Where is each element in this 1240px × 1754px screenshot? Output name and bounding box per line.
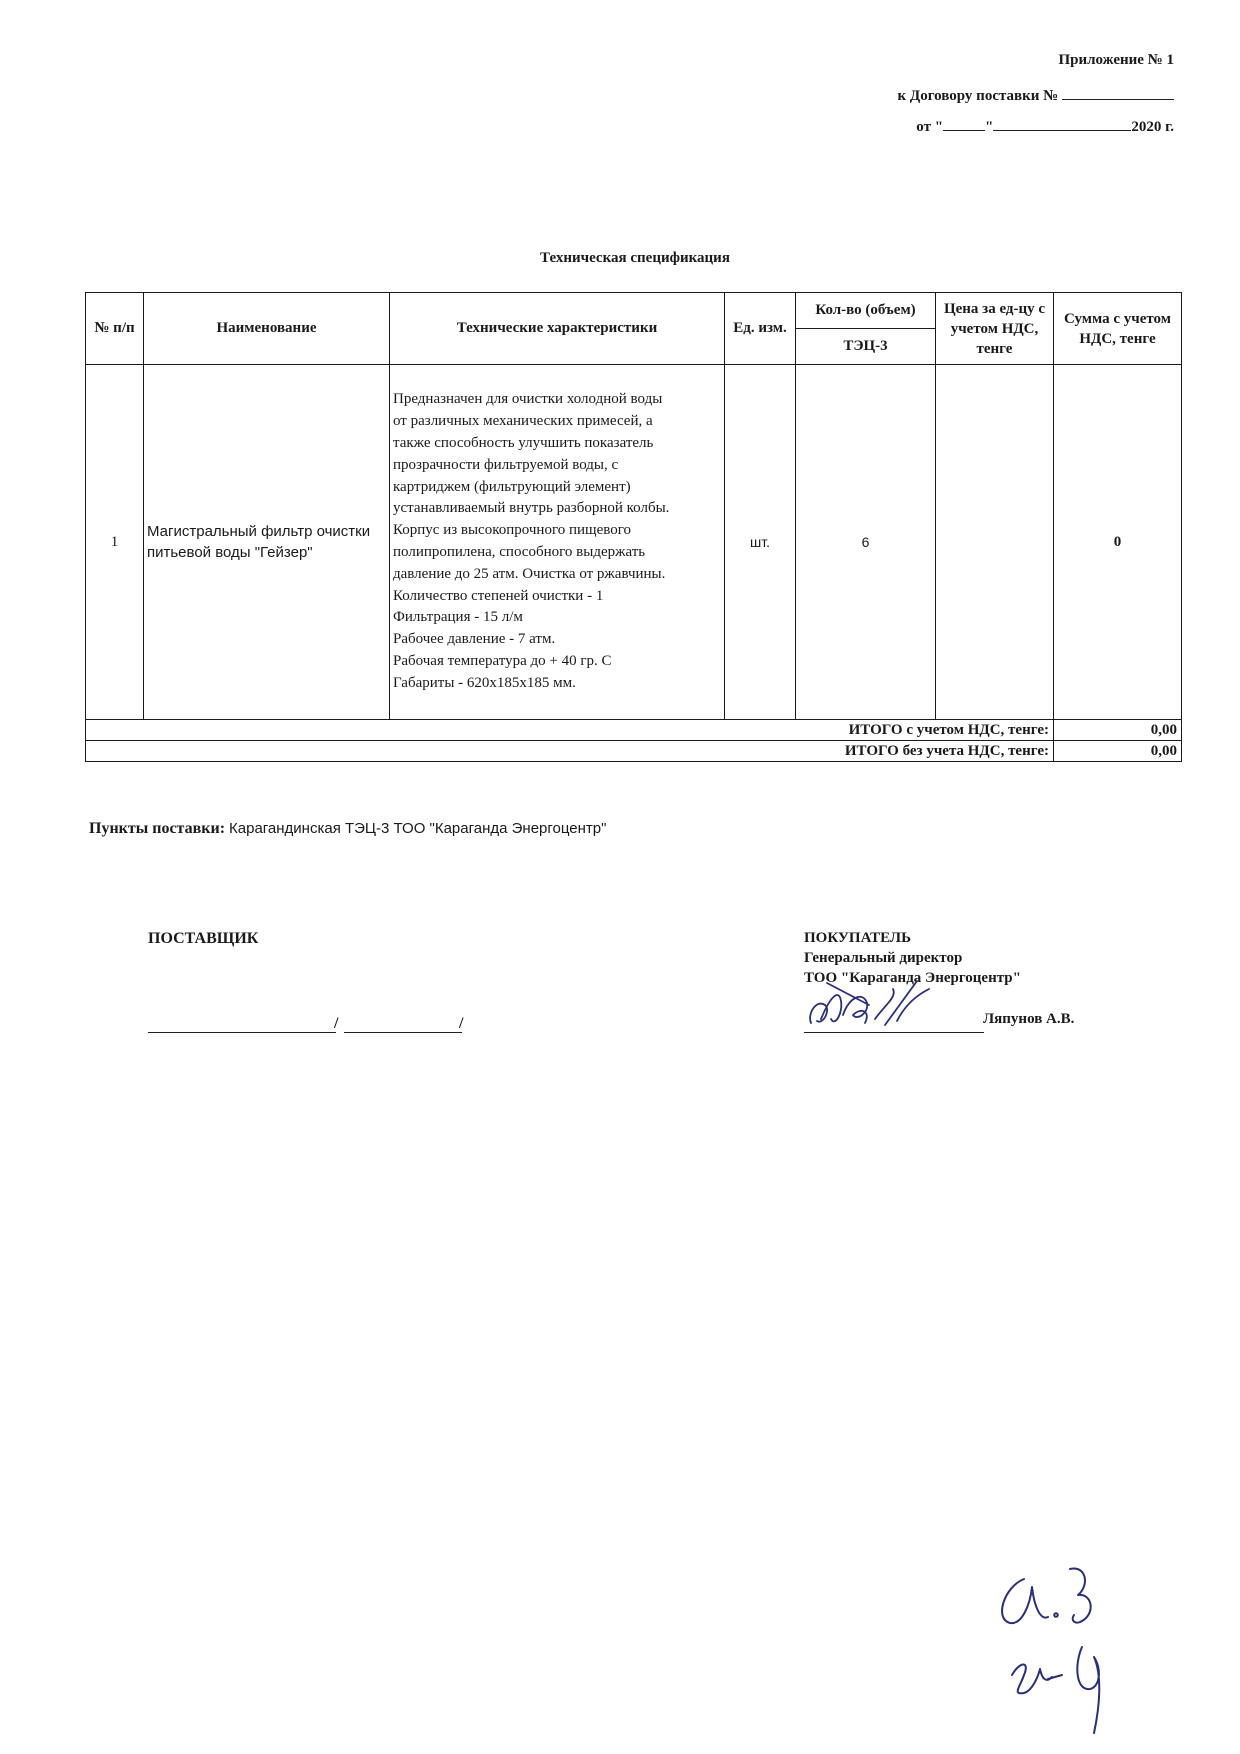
total-with-vat-label: ИТОГО с учетом НДС, тенге: xyxy=(86,720,1054,741)
supplier-slash-2: / xyxy=(459,1015,464,1032)
buyer-signature-icon xyxy=(805,975,980,1035)
date-prefix: от " xyxy=(916,119,944,135)
row-qty: 6 xyxy=(796,365,936,720)
tech-line: полипропилена, способного выдержать xyxy=(393,544,646,560)
header-tech: Технические характеристики xyxy=(390,293,725,365)
supplier-name-line xyxy=(344,1032,462,1033)
header-qty: Кол-во (объем) xyxy=(796,293,936,329)
row-unit: шт. xyxy=(725,365,796,720)
tech-line: давление до 25 атм. Очистка от ржавчины. xyxy=(393,565,666,582)
total-without-vat-row xyxy=(86,741,1182,762)
contract-date xyxy=(916,116,1174,136)
header-unit: Ед. изм. xyxy=(725,293,796,365)
tech-line: Предназначен для очистки холодной воды xyxy=(393,391,663,408)
supplier-slash-1: / xyxy=(334,1015,339,1032)
row-num: 1 xyxy=(86,365,144,720)
buyer-position: Генеральный директор xyxy=(804,950,963,966)
tech-line: Корпус из высокопрочного пищевого xyxy=(393,522,632,539)
tech-line: прозрачности фильтруемой воды, с xyxy=(393,456,619,473)
supplier-signature-line xyxy=(148,1032,336,1033)
header-qty-sub: ТЭЦ-3 xyxy=(796,329,936,365)
tech-line: устанавливаемый внутрь разборной колбы. xyxy=(393,500,670,517)
row-price xyxy=(936,365,1054,720)
delivery-value: Карагандинская ТЭЦ-3 ТОО "Караганда Энергоцентр" xyxy=(229,820,607,837)
tech-line: Рабочая температура до + 40 гр. С xyxy=(393,652,612,669)
initials-signature-icon xyxy=(990,1565,1140,1735)
header-price: Цена за ед-цу с учетом НДС, тенге xyxy=(936,293,1054,365)
tech-line: Рабочее давление - 7 атм. xyxy=(393,631,556,648)
header-name: Наименование xyxy=(144,293,390,365)
buyer-title: ПОКУПАТЕЛЬ xyxy=(804,930,912,946)
header-num: № п/п xyxy=(86,293,144,365)
document-title: Техническая спецификация xyxy=(540,250,730,266)
contract-number-blank xyxy=(1062,85,1174,100)
total-with-vat-value: 0,00 xyxy=(1054,720,1182,741)
row-tech xyxy=(390,365,725,720)
buyer-name: Ляпунов А.В. xyxy=(983,1011,1075,1027)
specification-table xyxy=(85,292,1182,762)
total-without-vat-label: ИТОГО без учета НДС, тенге: xyxy=(86,741,1054,762)
header-sum: Сумма с учетом НДС, тенге xyxy=(1054,293,1182,365)
row-name: Магистральный фильтр очистки питьевой воды "Гейзер" xyxy=(144,365,390,720)
day-blank xyxy=(943,116,985,131)
appendix-number: Приложение № 1 xyxy=(1058,52,1174,68)
tech-line: картриджем (фильтрующий элемент) xyxy=(393,478,631,495)
tech-line: также способность улучшить показатель xyxy=(393,435,654,452)
total-with-vat-row xyxy=(86,720,1182,741)
buyer-company: ТОО "Караганда Энергоцентр" xyxy=(804,970,1021,986)
delivery-points xyxy=(89,820,606,838)
tech-line: Фильтрация - 15 л/м xyxy=(393,609,523,626)
delivery-label: Пункты поставки: xyxy=(89,820,226,837)
month-blank xyxy=(993,116,1131,131)
supplier-title: ПОСТАВЩИК xyxy=(148,930,259,947)
row-sum: 0 xyxy=(1054,365,1182,720)
tech-line: Количество степеней очистки - 1 xyxy=(393,587,604,604)
total-without-vat-value: 0,00 xyxy=(1054,741,1182,762)
tech-line: Габариты - 620х185х185 мм. xyxy=(393,674,576,691)
contract-label: к Договору поставки № xyxy=(897,88,1059,104)
table-row xyxy=(86,365,1182,720)
date-mid: " xyxy=(985,119,994,135)
contract-reference xyxy=(898,85,1174,105)
tech-line: от различных механических примесей, а xyxy=(393,413,653,430)
table-header-row xyxy=(86,293,1182,329)
date-suffix: 2020 г. xyxy=(1131,119,1174,135)
